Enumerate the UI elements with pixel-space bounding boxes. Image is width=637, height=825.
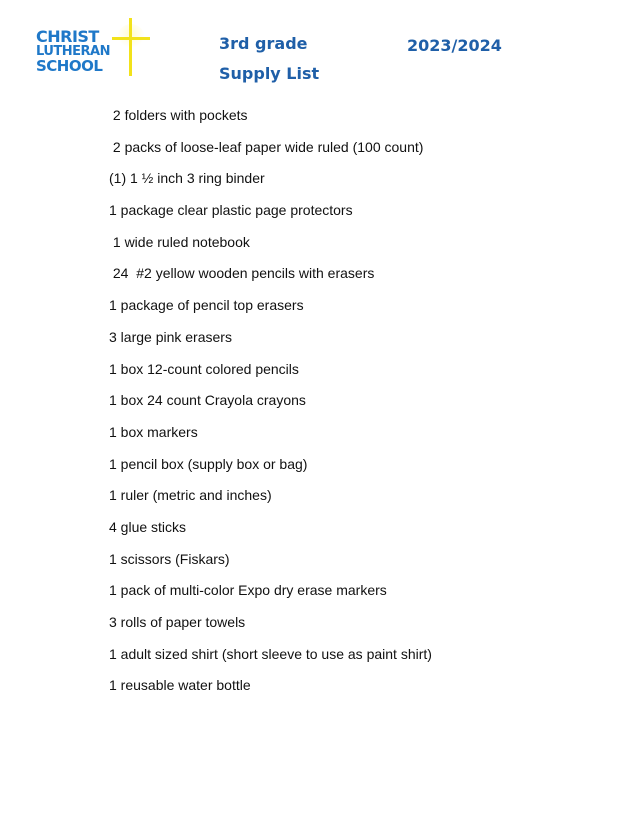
list-item: 1 package of pencil top erasers — [109, 297, 304, 314]
supply-list-label: Supply List — [219, 64, 320, 83]
list-item: 2 folders with pockets — [109, 107, 248, 123]
list-item: 1 wide ruled notebook — [109, 233, 250, 250]
grade-label: 3rd grade — [219, 34, 308, 53]
list-item: 3 rolls of paper towels — [109, 614, 246, 630]
logo-text-school: SCHOOL — [36, 57, 103, 75]
list-item: 1 reusable water bottle — [109, 677, 251, 694]
supply-list — [109, 104, 432, 706]
list-item: (1) 1 ½ inch 3 ring binder — [109, 170, 265, 187]
school-logo — [36, 18, 156, 78]
list-item: 1 box markers — [109, 423, 198, 440]
list-item: 1 pencil box (supply box or bag) — [109, 455, 308, 472]
school-year: 2023/2024 — [407, 36, 502, 55]
list-item: 1 pack of multi-color Expo dry erase markers — [109, 582, 387, 599]
list-item: 2 packs of loose-leaf paper wide ruled (100 count) — [109, 138, 424, 155]
document-title — [219, 29, 319, 89]
list-item: 24 #2 yellow wooden pencils with erasers — [109, 265, 375, 282]
logo-text-lutheran: LUTHERAN — [36, 44, 110, 59]
list-item: 1 package clear plastic page protectors — [109, 202, 353, 219]
list-item: 3 large pink erasers — [109, 328, 232, 345]
list-item: 1 scissors (Fiskars) — [109, 550, 230, 567]
cross-icon — [108, 18, 154, 76]
list-item: 1 adult sized shirt (short sleeve to use as paint shirt) — [109, 645, 432, 662]
list-item: 4 glue sticks — [109, 518, 187, 535]
list-item: 1 box 12-count colored pencils — [109, 360, 299, 377]
list-item: 1 box 24 count Crayola crayons — [109, 392, 306, 409]
logo-text-christ: CHRIST — [36, 27, 99, 46]
list-item: 1 ruler (metric and inches) — [109, 487, 272, 504]
